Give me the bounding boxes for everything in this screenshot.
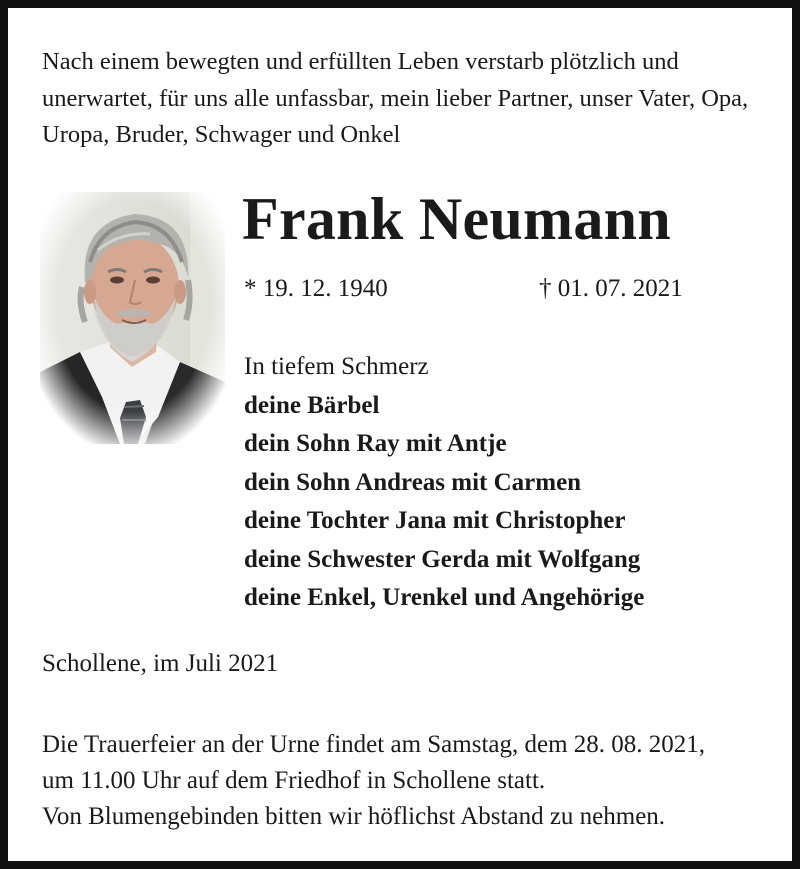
- funeral-line: Die Trauerfeier an der Urne findet am Samstag, dem 28. 08. 2021,: [42, 731, 706, 758]
- mourner-line: dein Sohn Ray mit Antje: [244, 430, 507, 457]
- funeral-info: [42, 727, 787, 835]
- birth-date: * 19. 12. 1940: [244, 275, 388, 302]
- deceased-name: Frank Neumann: [242, 186, 671, 252]
- portrait-photo: [40, 192, 225, 444]
- death-date: † 01. 07. 2021: [539, 275, 683, 302]
- mourner-line: dein Sohn Andreas mit Carmen: [244, 468, 582, 496]
- mourners-block: [244, 348, 644, 618]
- funeral-line: um 11.00 Uhr auf dem Friedhof in Schollene statt.: [42, 767, 546, 794]
- mourner-line: deine Tochter Jana mit Christopher: [244, 507, 626, 534]
- mourner-line: deine Enkel, Urenkel und Angehörige: [244, 584, 645, 611]
- mourner-line: deine Bärbel: [244, 391, 380, 419]
- mourner-line: deine Schwester Gerda mit Wolfgang: [244, 545, 641, 573]
- intro-text: Nach einem bewegten und erfüllten Leben verstarb plötzlich und unerwartet, für uns alle unfassbar, mein lieber Partner, unser Vater, Opa, Uropa, Bruder, Schwager und Onkel: [42, 48, 749, 148]
- funeral-line: Von Blumengebinden bitten wir höflichst Abstand zu nehmen.: [42, 803, 666, 830]
- place-and-date: Schollene, im Juli 2021: [42, 650, 279, 677]
- mourners-intro: In tiefem Schmerz: [244, 353, 429, 380]
